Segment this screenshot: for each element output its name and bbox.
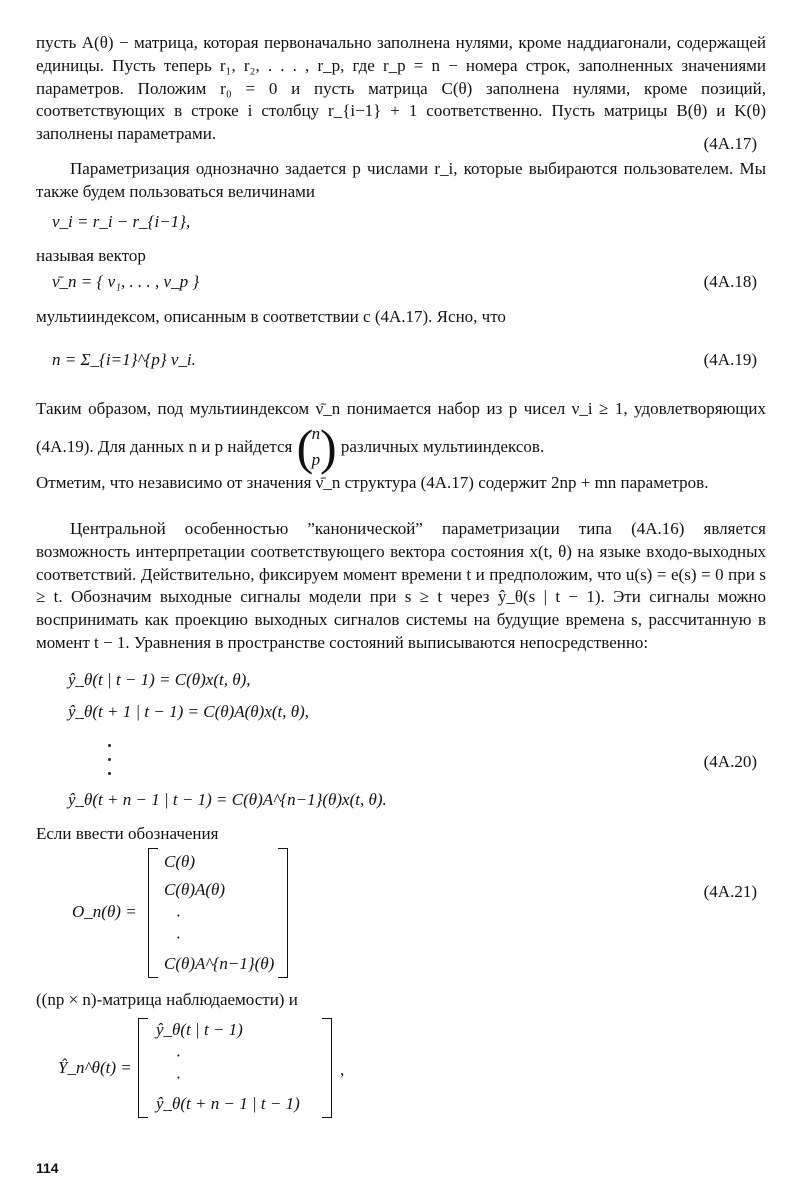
matrix-bracket-left — [138, 1018, 148, 1118]
ellipsis-dot — [108, 772, 111, 775]
equation-4a20-line2: ŷ_θ(t + 1 | t − 1) = C(θ)A(θ)x(t, θ), — [68, 702, 310, 721]
label-notation: Если ввести обозначения — [36, 824, 219, 843]
matrix-bracket-right — [278, 848, 288, 978]
paragraph-parameter-count: Отметим, что независимо от значения ν̄_n структура (4A.17) содержит 2np + mn параметров. — [36, 473, 709, 492]
equation-4a20-line1: ŷ_θ(t | t − 1) = C(θ)x(t, θ), — [68, 670, 251, 689]
equation-4a21-lhs: O_n(θ) = — [72, 902, 137, 921]
matrix-row: · — [176, 906, 181, 925]
equation-4a19: n = Σ_{i=1}^{p} ν_i. — [52, 350, 196, 369]
ellipsis-dot — [108, 758, 111, 761]
matrix-row: · — [176, 928, 181, 947]
paragraph-canonical: Центральной особенностью ”канонической” параметризации типа (4A.16) является возможность интерпретации соответствующего вектора состояния x(t, θ) на языке входо-выходных соответствий. Действительно, фиксируем момент времени t и предположим, что u(s) = e(s) = 0 при s ≥ t. Обозначим выходные сигналы модели при s ≥ t через ŷ_θ(s | t − 1). Эти сигналы можно воспринимать как проекцию выходных сигналов системы на будущие времена s, рассчитанную в момент t − 1. Уравнения в пространстве состояний выписываются непосредственно: — [36, 519, 766, 652]
matrix-bracket-right — [322, 1018, 332, 1118]
paragraph-multiindex-set — [36, 398, 766, 475]
trailing-comma: , — [340, 1060, 345, 1079]
ellipsis-dot — [108, 744, 111, 747]
binomial-right-paren: ) — [319, 418, 337, 475]
equation-y-lhs: Ŷ_n^θ(t) = — [58, 1058, 132, 1077]
label-vector: называя вектор — [36, 246, 146, 265]
matrix-bracket-left — [148, 848, 158, 978]
matrix-row: · — [176, 1068, 181, 1087]
equation-nu-definition: ν_i = r_i − r_{i−1}, — [52, 212, 191, 231]
binomial-coefficient — [296, 418, 337, 475]
matrix-row: ŷ_θ(t + n − 1 | t − 1) — [156, 1094, 300, 1113]
binomial-top: n — [311, 423, 321, 443]
matrix-row: · — [176, 1046, 181, 1065]
binomial-bottom: p — [311, 449, 321, 469]
equation-number-4a20: (4A.20) — [703, 752, 757, 771]
equation-number-4a19: (4A.19) — [703, 350, 757, 369]
matrix-row: C(θ)A^{n−1}(θ) — [164, 954, 275, 973]
label-observability: ((np × n)-матрица наблюдаемости) и — [36, 990, 298, 1009]
equation-number-4a17: (4A.17) — [703, 134, 757, 153]
paragraph-parametrization: Параметризация однозначно задается p числами r_i, которые выбираются пользователем. Мы также будем пользоваться величинами — [36, 159, 766, 201]
equation-4a20-line3: ŷ_θ(t + n − 1 | t − 1) = C(θ)A^{n−1}(θ)x(t, θ). — [68, 790, 387, 809]
paragraph-multiindex: мультииндексом, описанным в соответствии с (4A.17). Ясно, что — [36, 307, 506, 326]
paragraph-matrix-definition: пусть A(θ) − матрица, которая первоначально заполнена нулями, кроме наддиагонали, содержащей единицы. Пусть теперь r₁, r₂, . . . , r_p, где r_p = n − номера строк, заполненных значениями параметров. Положим r₀ = 0 и пусть матрица C(θ) заполнена нулями, кроме позиций, соответствующих в строке i столбцу r_{i−1} + 1 соответственно. Пусть матрицы B(θ) и K(θ) заполнены параметрами. — [36, 33, 766, 144]
matrix-row: ŷ_θ(t | t − 1) — [156, 1020, 243, 1039]
equation-number-4a21: (4A.21) — [703, 882, 757, 901]
binomial-left-paren: ( — [296, 418, 314, 475]
matrix-row: C(θ)A(θ) — [164, 880, 226, 899]
paragraph-multiindex-set-text: Таким образом, под мультииндексом ν̄_n понимается набор из p чисел ν_i ≥ 1, удовлетворяющих (4A.19). Для данных n и p найдется — [36, 399, 766, 456]
equation-4a18: ν̄_n = { ν₁, . . . , ν_p } — [52, 272, 200, 291]
paragraph-multiindex-set-end: различных мультииндексов. — [340, 436, 545, 456]
equation-number-4a18: (4A.18) — [703, 272, 757, 291]
matrix-row: C(θ) — [164, 852, 196, 871]
page-number: 114 — [36, 1160, 59, 1176]
